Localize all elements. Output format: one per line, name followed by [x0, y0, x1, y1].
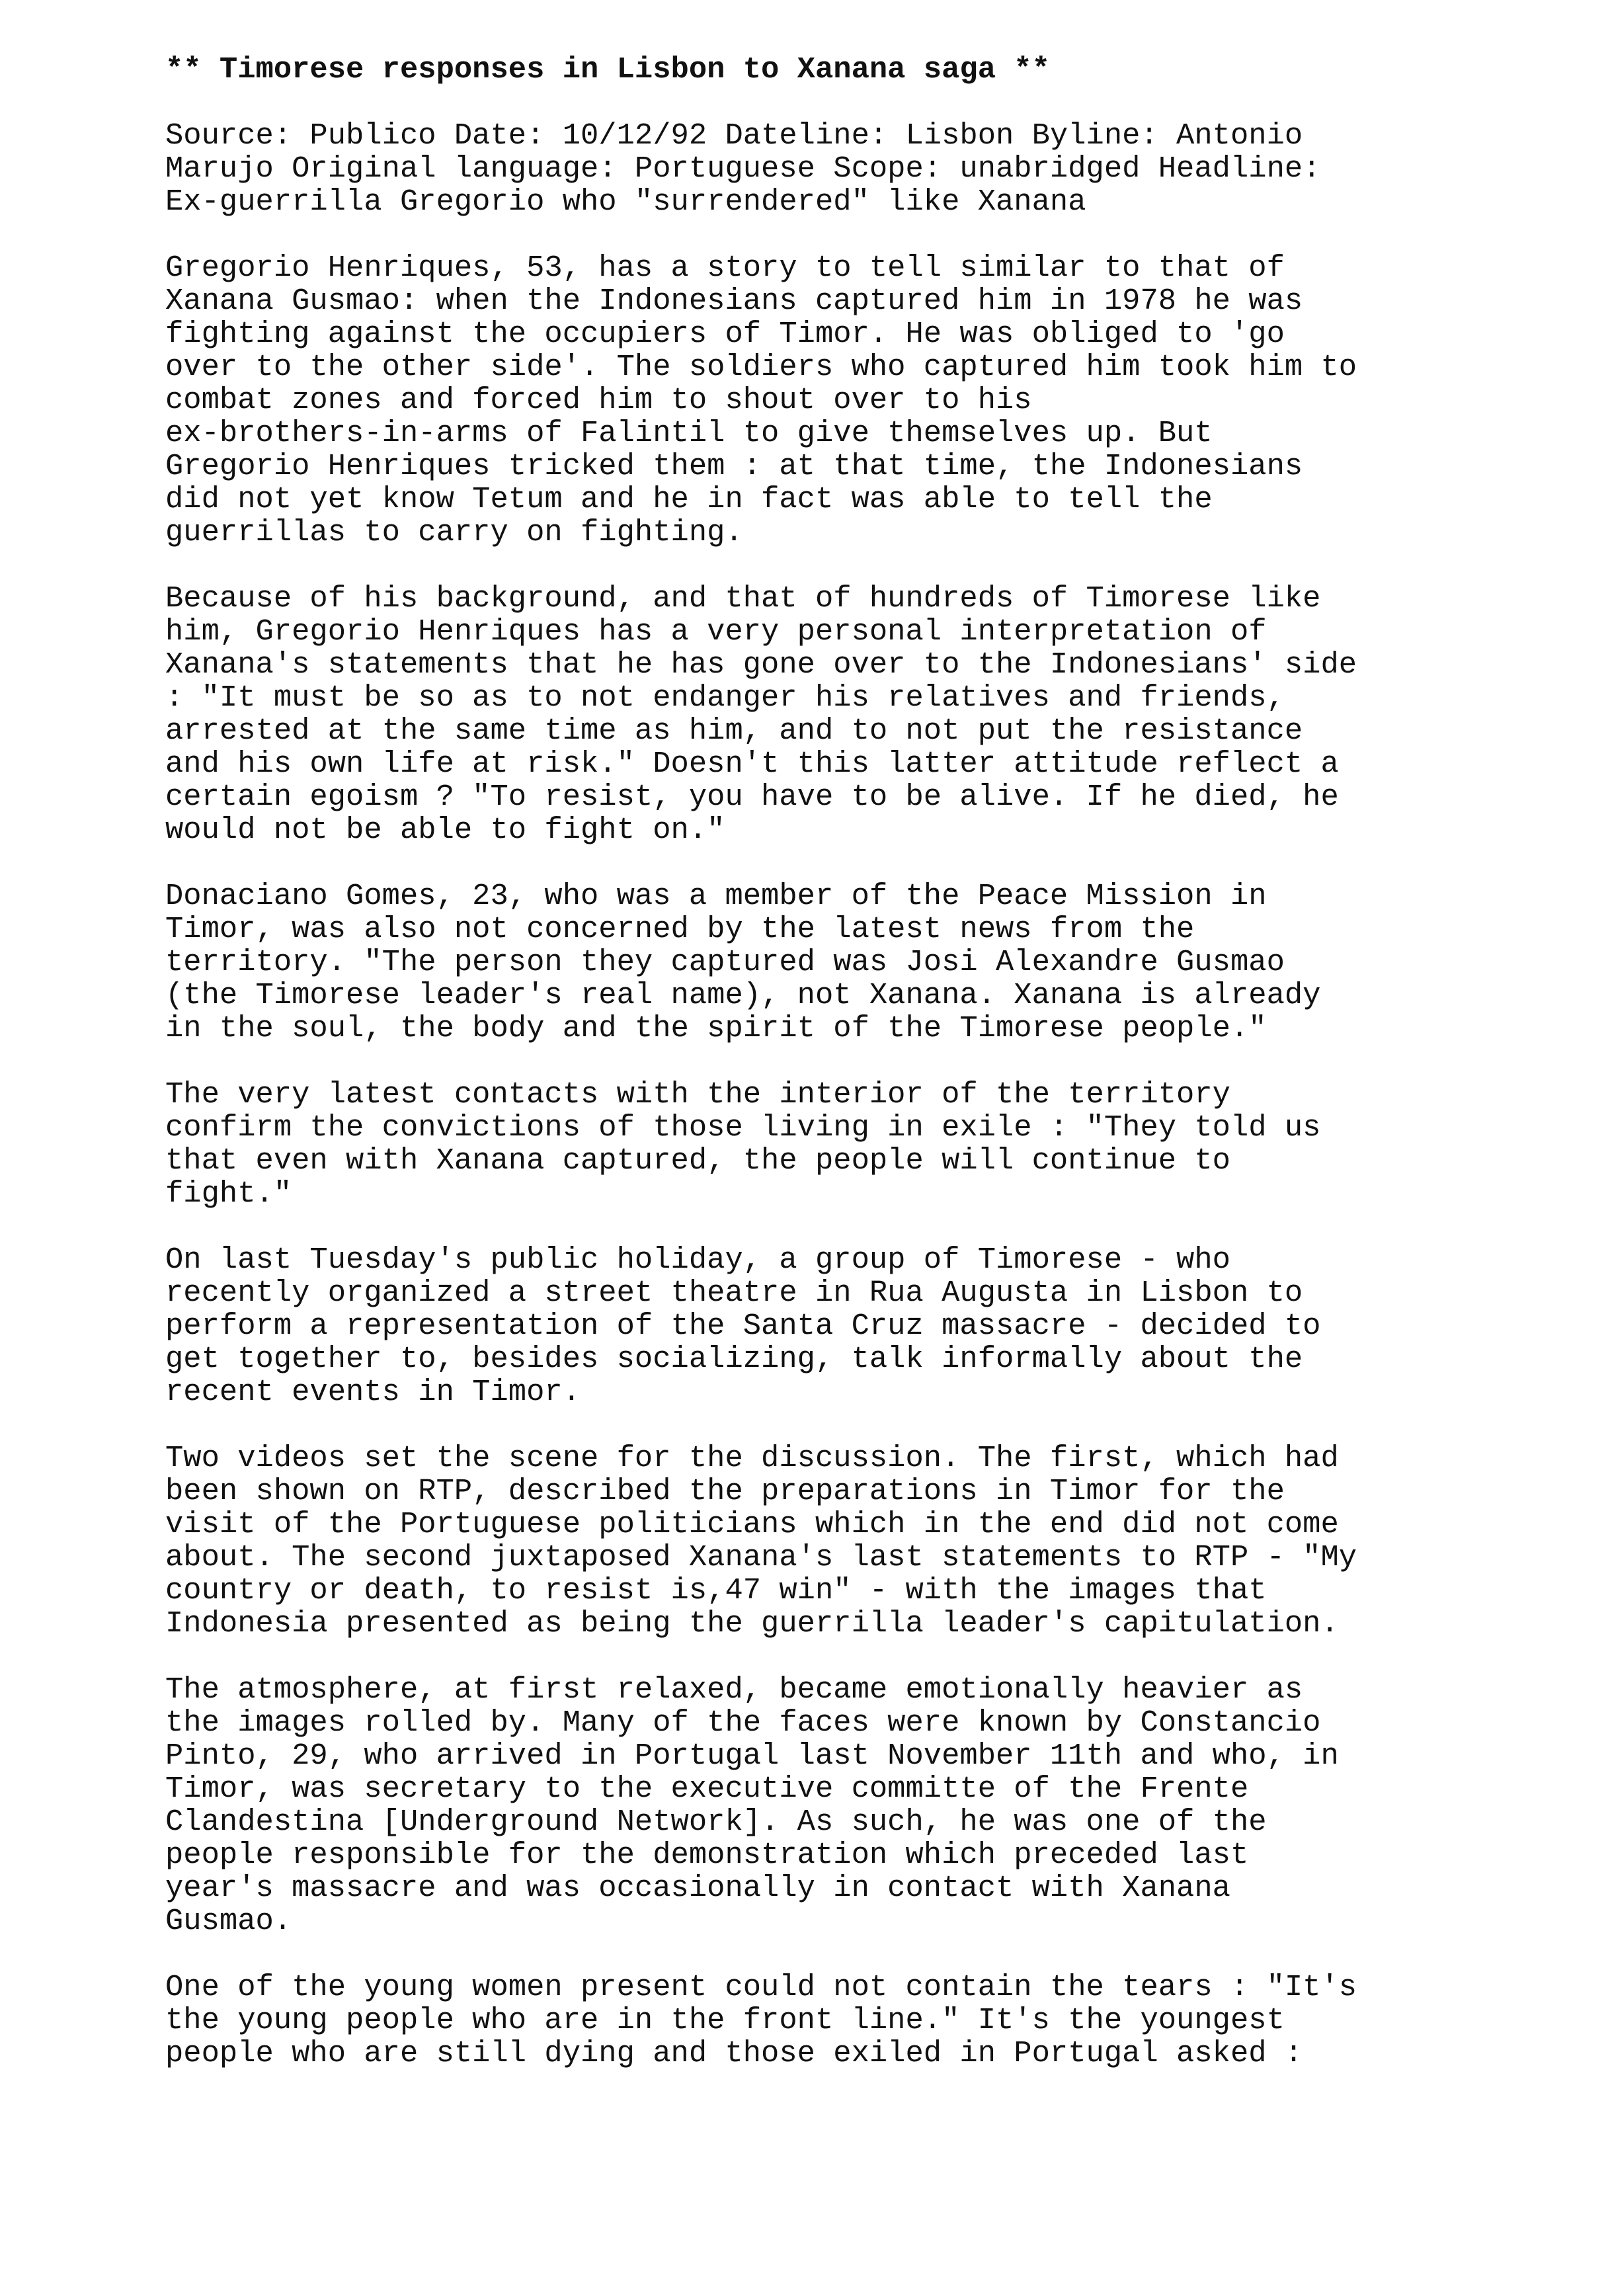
text-line: combat zones and forced him to shout over to his	[165, 383, 1032, 417]
text-line: him, Gregorio Henriques has a very personal interpretation of	[165, 614, 1267, 649]
paragraph	[165, 1971, 1494, 2070]
text-line: guerrillas to carry on fighting.	[165, 515, 743, 550]
text-line: Indonesia presented as being the guerrilla leader's capitulation.	[165, 1606, 1339, 1641]
text-line: in the soul, the body and the spirit of the Timorese people."	[165, 1011, 1267, 1046]
text-line: and his own life at risk." Doesn't this latter attitude reflect a	[165, 747, 1339, 781]
text-line: Source: Publico Date: 10/12/92 Dateline: Lisbon Byline: Antonio	[165, 118, 1303, 153]
text-line: : "It must be so as to not endanger his relatives and friends,	[165, 680, 1285, 715]
paragraph	[165, 582, 1494, 846]
text-line: visit of the Portuguese politicians which in the end did not come	[165, 1507, 1339, 1541]
text-line: recent events in Timor.	[165, 1375, 581, 1409]
text-line: Timor, was secretary to the executive committe of the Frente	[165, 1772, 1249, 1806]
document-page	[165, 53, 1494, 2103]
text-line: Ex-guerrilla Gregorio who "surrendered" like Xanana	[165, 184, 1086, 219]
paragraph	[165, 1078, 1494, 1210]
text-line: people responsible for the demonstration which preceded last	[165, 1838, 1249, 1872]
text-line: The atmosphere, at first relaxed, became emotionally heavier as	[165, 1672, 1303, 1707]
text-line: Gregorio Henriques tricked them : at that time, the Indonesians	[165, 449, 1303, 483]
text-line: country or death, to resist is,47 win" - with the images that	[165, 1573, 1267, 1608]
text-line: Xanana Gusmao: when the Indonesians captured him in 1978 he was	[165, 284, 1303, 318]
text-line: the images rolled by. Many of the faces were known by Constancio	[165, 1705, 1321, 1740]
text-line: ex-brothers-in-arms of Falintil to give themselves up. But	[165, 416, 1213, 450]
text-line: Xanana's statements that he has gone over to the Indonesians' side	[165, 647, 1357, 682]
text-line: get together to, besides socializing, talk informally about the	[165, 1342, 1303, 1376]
text-line: been shown on RTP, described the preparations in Timor for the	[165, 1474, 1285, 1508]
text-line: the young people who are in the front line." It's the youngest	[165, 2003, 1285, 2037]
paragraph	[165, 1442, 1494, 1640]
text-line: fight."	[165, 1176, 292, 1211]
text-line: certain egoism ? "To resist, you have to be alive. If he died, he	[165, 780, 1339, 814]
document-body	[165, 119, 1494, 2070]
text-line: territory. "The person they captured was Josi Alexandre Gusmao	[165, 945, 1285, 979]
text-line: Gusmao.	[165, 1904, 292, 1938]
text-line: people who are still dying and those exiled in Portugal asked :	[165, 2036, 1303, 2070]
text-line: confirm the convictions of those living in exile : "They told us	[165, 1110, 1321, 1145]
text-line: Clandestina [Underground Network]. As such, he was one of the	[165, 1805, 1267, 1839]
text-line: Donaciano Gomes, 23, who was a member of the Peace Mission in	[165, 879, 1267, 913]
text-line: On last Tuesday's public holiday, a group of Timorese - who	[165, 1243, 1230, 1277]
text-line: year's massacre and was occasionally in contact with Xanana	[165, 1871, 1230, 1905]
paragraph	[165, 119, 1494, 218]
text-line: Pinto, 29, who arrived in Portugal last November 11th and who, in	[165, 1739, 1339, 1773]
text-line: Because of his background, and that of hundreds of Timorese like	[165, 581, 1321, 616]
text-line: recently organized a street theatre in Rua Augusta in Lisbon to	[165, 1276, 1303, 1310]
paragraph	[165, 880, 1494, 1045]
text-line: The very latest contacts with the interior of the territory	[165, 1077, 1230, 1112]
text-line: Two videos set the scene for the discussion. The first, which had	[165, 1441, 1339, 1475]
text-line: Marujo Original language: Portuguese Scope: unabridged Headline:	[165, 151, 1321, 186]
text-line: (the Timorese leader's real name), not Xanana. Xanana is already	[165, 978, 1321, 1012]
text-line: that even with Xanana captured, the people will continue to	[165, 1143, 1230, 1178]
text-line: arrested at the same time as him, and to not put the resistance	[165, 714, 1303, 748]
text-line: over to the other side'. The soldiers who captured him took him to	[165, 350, 1357, 384]
paragraph	[165, 1243, 1494, 1409]
paragraph	[165, 1673, 1494, 1938]
text-line: Timor, was also not concerned by the latest news from the	[165, 912, 1195, 946]
text-line: about. The second juxtaposed Xanana's last statements to RTP - "My	[165, 1540, 1357, 1575]
text-line: Gregorio Henriques, 53, has a story to tell similar to that of	[165, 251, 1285, 285]
text-line: would not be able to fight on."	[165, 813, 725, 847]
paragraph	[165, 251, 1494, 549]
text-line: One of the young women present could not contain the tears : "It's	[165, 1970, 1357, 2004]
text-line: perform a representation of the Santa Cruz massacre - decided to	[165, 1309, 1321, 1343]
document-title: ** Timorese responses in Lisbon to Xanana saga **	[165, 52, 1050, 87]
text-line: fighting against the occupiers of Timor. He was obliged to 'go	[165, 317, 1285, 351]
text-line: did not yet know Tetum and he in fact was able to tell the	[165, 482, 1213, 516]
